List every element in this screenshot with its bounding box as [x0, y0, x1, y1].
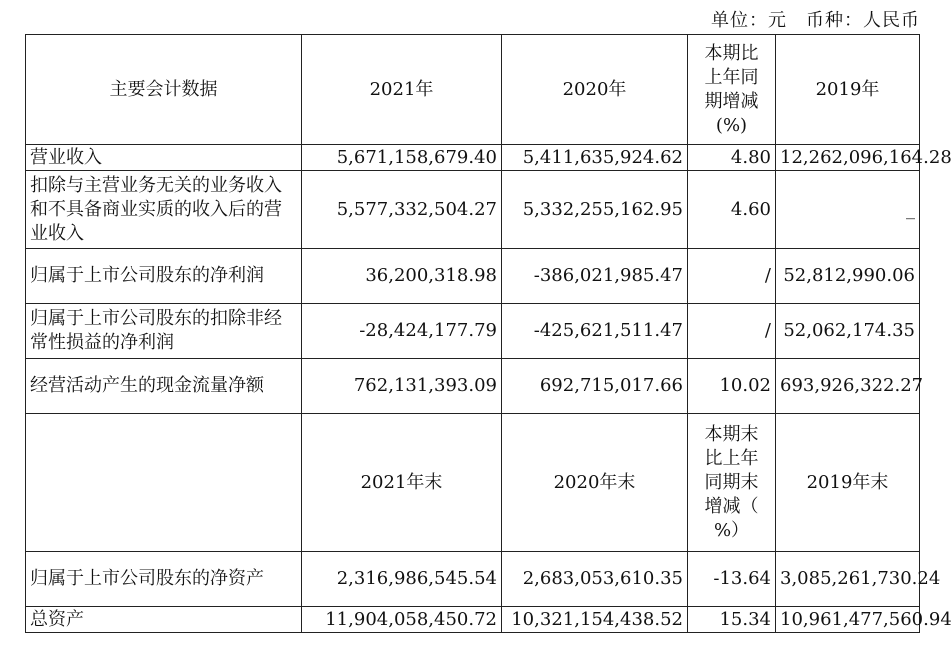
- value-2020: -425,621,511.47: [502, 304, 688, 359]
- row-label: 归属于上市公司股东的净资产: [26, 552, 302, 607]
- value-change: 4.80: [688, 145, 776, 171]
- value-2019: 12,262,096,164.28: [776, 145, 920, 171]
- header-2020: 2020年: [502, 35, 688, 145]
- table-row: [26, 304, 920, 359]
- header-2021-end: 2021年末: [302, 414, 502, 552]
- table-row: [26, 359, 920, 414]
- value-2021: 5,671,158,679.40: [302, 145, 502, 171]
- header-row-period-end: [26, 414, 920, 552]
- value-2019: 52,812,990.06: [776, 249, 920, 304]
- value-2019: _: [776, 171, 920, 249]
- header-2019-end: 2019年末: [776, 414, 920, 552]
- value-2020: -386,021,985.47: [502, 249, 688, 304]
- value-2021: -28,424,177.79: [302, 304, 502, 359]
- currency-unit-note: 单位：元 币种：人民币: [711, 10, 920, 31]
- value-2021: 36,200,318.98: [302, 249, 502, 304]
- header-label-empty: [26, 414, 302, 552]
- row-label: 归属于上市公司股东的净利润: [26, 249, 302, 304]
- table-row: [26, 171, 920, 249]
- row-label: 扣除与主营业务无关的业务收入和不具备商业实质的收入后的营业收入: [26, 171, 302, 249]
- value-2019: 3,085,261,730.24: [776, 552, 920, 607]
- header-row-period: [26, 35, 920, 145]
- row-label: 经营活动产生的现金流量净额: [26, 359, 302, 414]
- value-change: 4.60: [688, 171, 776, 249]
- value-2019: 10,961,477,560.94: [776, 607, 920, 633]
- value-change: -13.64: [688, 552, 776, 607]
- value-2020: 692,715,017.66: [502, 359, 688, 414]
- value-2021: 2,316,986,545.54: [302, 552, 502, 607]
- value-2021: 5,577,332,504.27: [302, 171, 502, 249]
- row-label: 营业收入: [26, 145, 302, 171]
- value-2021: 11,904,058,450.72: [302, 607, 502, 633]
- value-2020: 2,683,053,610.35: [502, 552, 688, 607]
- value-2020: 10,321,154,438.52: [502, 607, 688, 633]
- value-2021: 762,131,393.09: [302, 359, 502, 414]
- value-change: /: [688, 249, 776, 304]
- table-row: [26, 552, 920, 607]
- value-2020: 5,411,635,924.62: [502, 145, 688, 171]
- table-row: [26, 607, 920, 633]
- header-label: 主要会计数据: [26, 35, 302, 145]
- table-row: [26, 249, 920, 304]
- value-2019: 693,926,322.27: [776, 359, 920, 414]
- table-row: [26, 145, 920, 171]
- header-2021: 2021年: [302, 35, 502, 145]
- row-label: 归属于上市公司股东的扣除非经常性损益的净利润: [26, 304, 302, 359]
- row-label: 总资产: [26, 607, 302, 633]
- header-change-pct-end: 本期末 比上年 同期末 增减（ %）: [688, 414, 776, 552]
- header-change-pct: 本期比 上年同 期增减 (%): [688, 35, 776, 145]
- header-2019: 2019年: [776, 35, 920, 145]
- value-change: 10.02: [688, 359, 776, 414]
- value-2020: 5,332,255,162.95: [502, 171, 688, 249]
- value-change: 15.34: [688, 607, 776, 633]
- value-2019: 52,062,174.35: [776, 304, 920, 359]
- key-accounting-data-table: [25, 34, 952, 633]
- value-change: /: [688, 304, 776, 359]
- header-2020-end: 2020年末: [502, 414, 688, 552]
